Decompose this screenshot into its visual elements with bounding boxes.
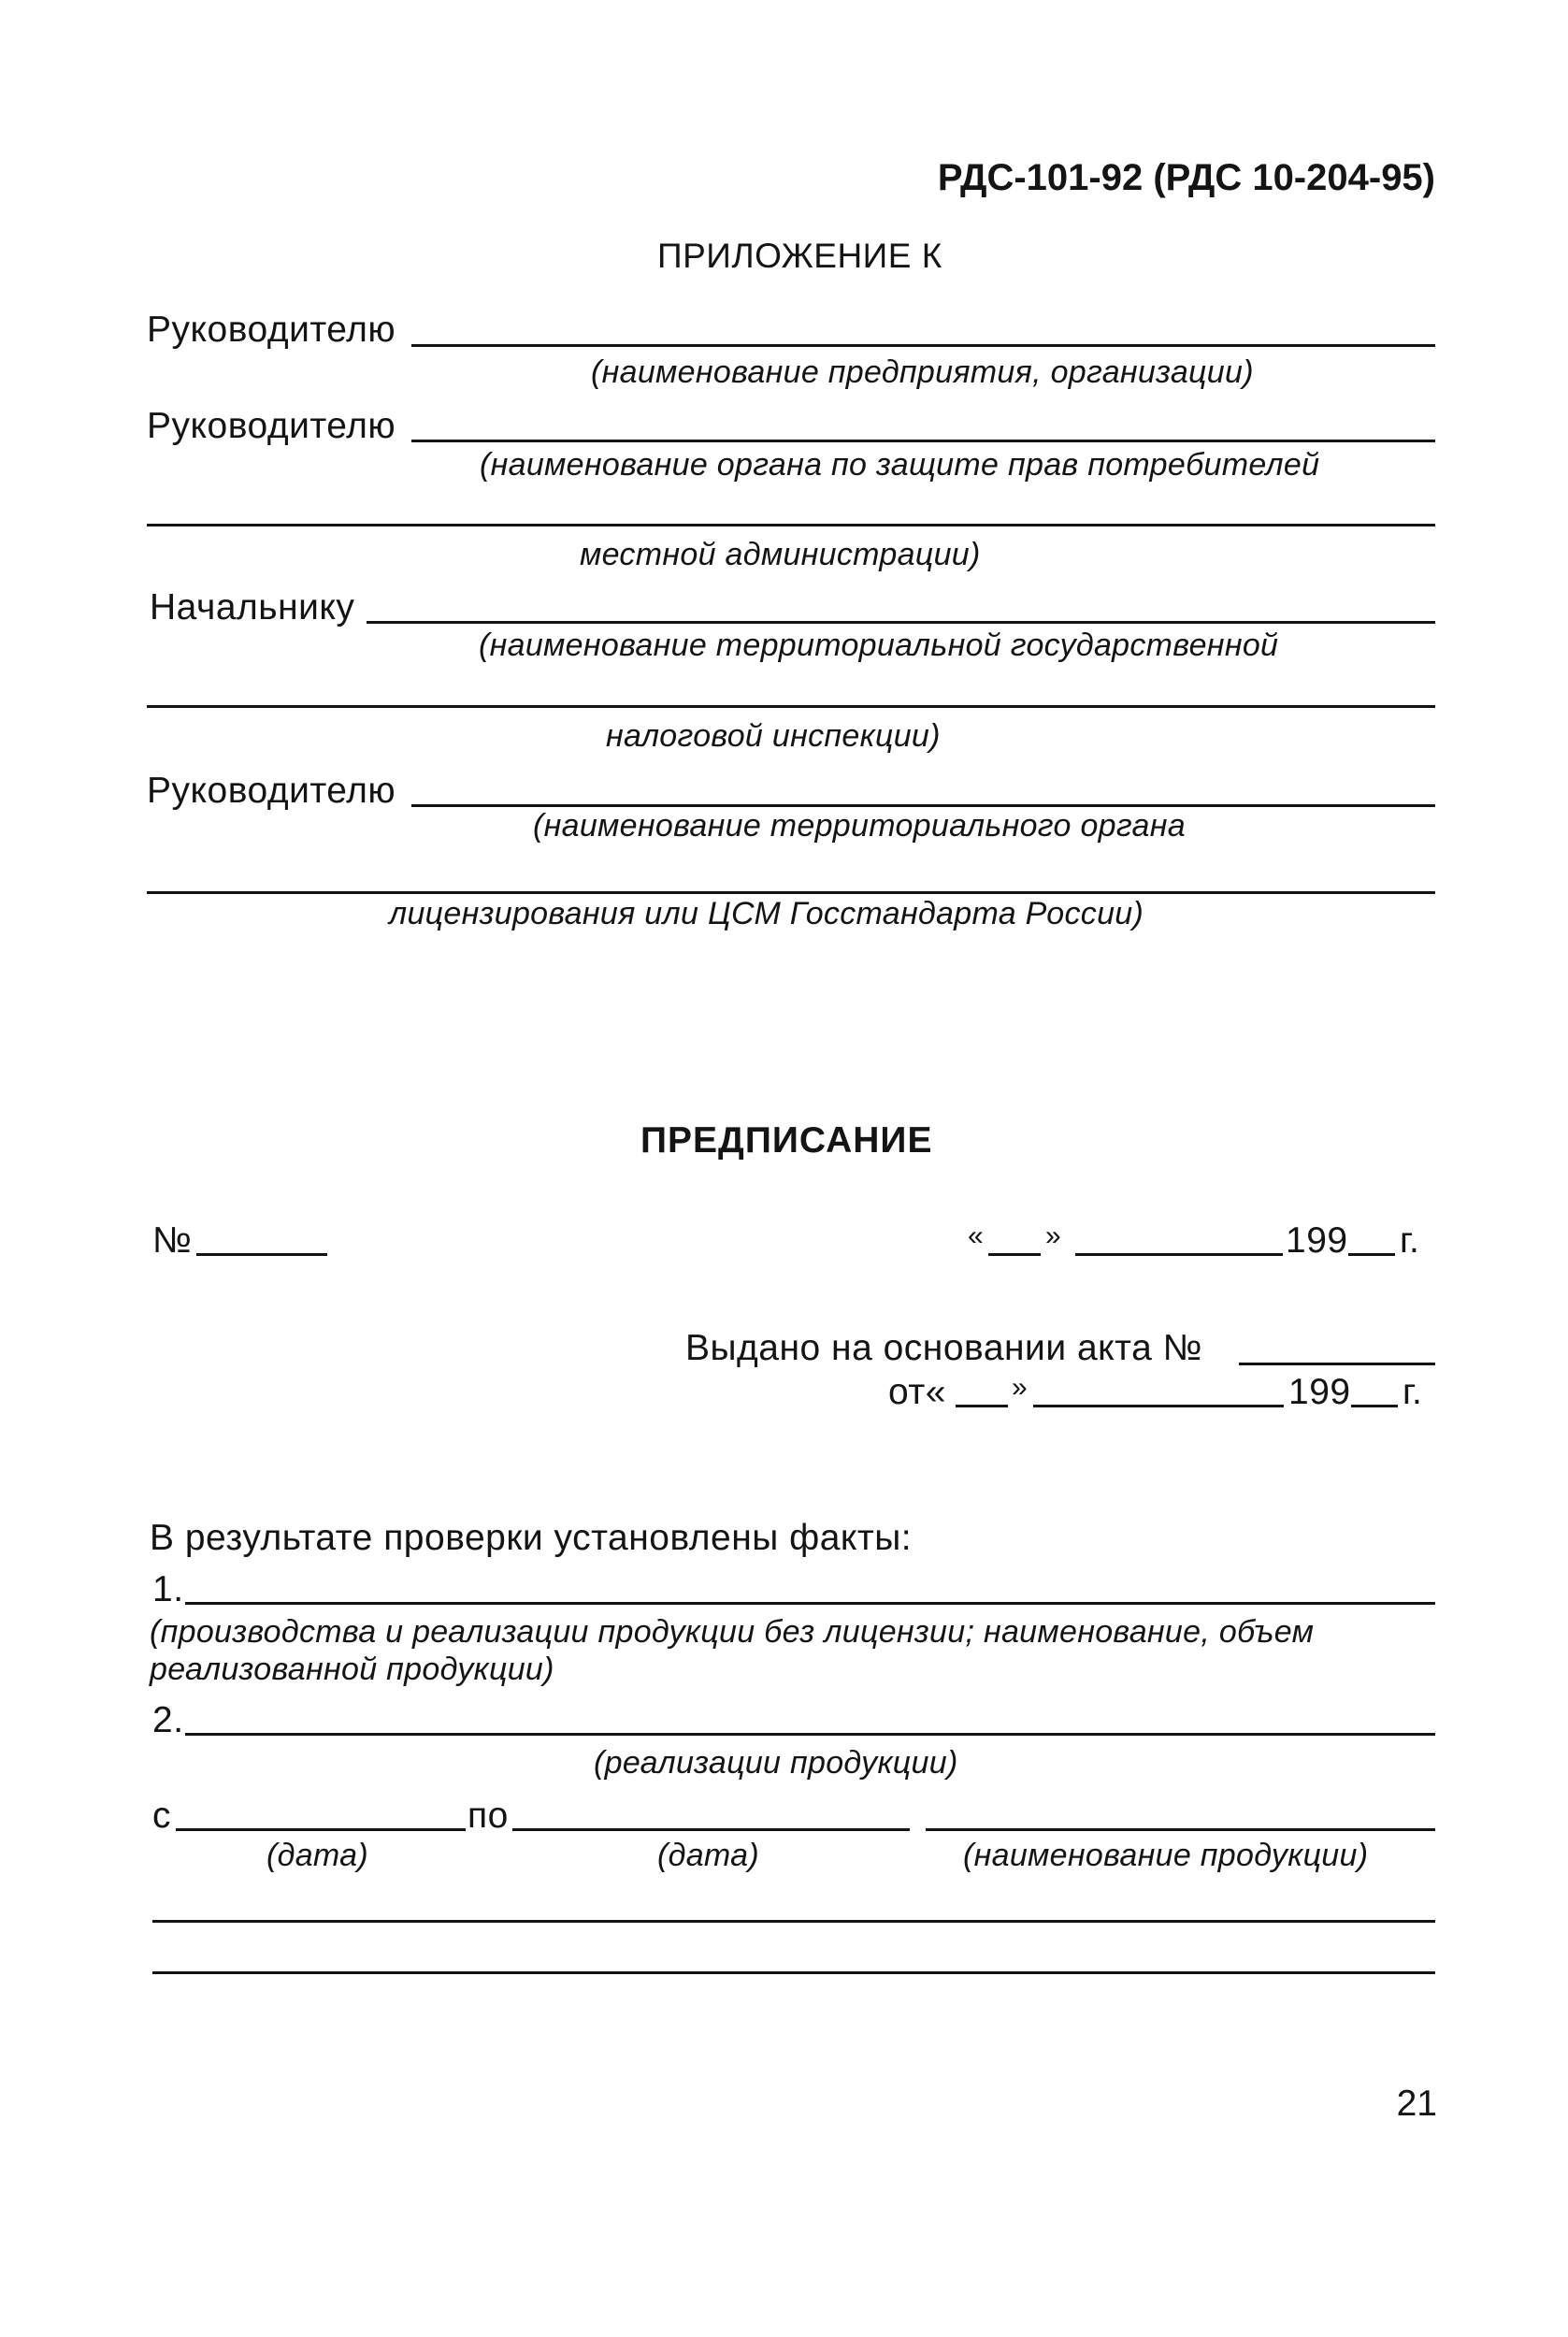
period-from-date-hint: (дата) xyxy=(266,1838,368,1873)
addressee-2-hint-1: (наименование органа по защите прав потребителей xyxy=(480,447,1320,483)
addressee-2-field[interactable] xyxy=(411,440,1435,442)
period-to-date-hint: (дата) xyxy=(657,1838,759,1873)
basis-month-field[interactable] xyxy=(1033,1405,1284,1407)
basis-act-number-field[interactable] xyxy=(1239,1363,1435,1365)
fact-1-number: 1. xyxy=(152,1569,184,1609)
basis-act-label: Выдано на основании акта № xyxy=(685,1328,1202,1368)
facts-intro: В результате проверки установлены факты: xyxy=(150,1518,913,1558)
addressee-4-hint-1: (наименование территориального органа xyxy=(533,808,1186,844)
order-month-field[interactable] xyxy=(1075,1253,1283,1256)
period-to-label: по xyxy=(468,1796,509,1836)
addressee-2-hint-2: местной администрации) xyxy=(580,537,981,572)
basis-year-field[interactable] xyxy=(1351,1405,1398,1407)
order-year-prefix: 199 xyxy=(1286,1220,1348,1261)
order-date-open-quote: « xyxy=(968,1220,985,1251)
extra-line-1[interactable] xyxy=(152,1920,1435,1923)
addressee-1-hint: (наименование предприятия, организации) xyxy=(591,354,1254,390)
fact-2-number: 2. xyxy=(152,1700,184,1740)
order-number-field[interactable] xyxy=(196,1253,327,1256)
basis-year-prefix: 199 xyxy=(1288,1372,1351,1412)
extra-line-2[interactable] xyxy=(152,1971,1435,1974)
basis-year-suffix: г. xyxy=(1403,1372,1423,1412)
product-name-field[interactable] xyxy=(926,1828,1435,1831)
fact-2-hint: (реализации продукции) xyxy=(594,1745,958,1781)
basis-from-label: от« xyxy=(888,1372,946,1412)
order-year-suffix: г. xyxy=(1400,1220,1420,1261)
fact-1-hint-1: (производства и реализации продукции без лицензии; наименование, объем xyxy=(150,1614,1315,1650)
period-from-label: с xyxy=(152,1796,171,1836)
period-to-date-field[interactable] xyxy=(512,1828,910,1831)
addressee-4-hint-2: лицензирования или ЦСМ Госстандарта России) xyxy=(389,896,1144,931)
basis-date-close-quote: » xyxy=(1012,1372,1029,1403)
addressee-2-label: Руководителю xyxy=(147,406,396,446)
fact-1-field[interactable] xyxy=(185,1602,1435,1605)
addressee-1-field[interactable] xyxy=(411,344,1435,347)
addressee-3-hint-1: (наименование территориальной государственной xyxy=(479,628,1279,663)
appendix-title: ПРИЛОЖЕНИЕ К xyxy=(657,237,942,275)
addressee-3-field[interactable] xyxy=(367,621,1435,624)
period-from-date-field[interactable] xyxy=(176,1828,466,1831)
fact-1-hint-2: реализованной продукции) xyxy=(150,1652,554,1687)
fact-2-field[interactable] xyxy=(185,1733,1435,1736)
addressee-3-label: Начальнику xyxy=(150,587,355,628)
addressee-4-label: Руководителю xyxy=(147,771,396,811)
order-title: ПРЕДПИСАНИЕ xyxy=(640,1120,933,1161)
page-number: 21 xyxy=(1396,2084,1437,2124)
addressee-1-label: Руководителю xyxy=(147,310,396,350)
order-number-label: № xyxy=(152,1220,193,1261)
product-name-hint: (наименование продукции) xyxy=(963,1838,1369,1873)
addressee-3-hint-2: налоговой инспекции) xyxy=(606,718,941,754)
order-date-close-quote: » xyxy=(1045,1220,1062,1251)
order-year-field[interactable] xyxy=(1348,1253,1395,1256)
order-day-field[interactable] xyxy=(988,1253,1041,1256)
addressee-3-field-2[interactable] xyxy=(147,705,1435,708)
basis-day-field[interactable] xyxy=(956,1405,1008,1407)
document-code: РДС-101-92 (РДС 10-204-95) xyxy=(937,157,1435,198)
addressee-4-field-2[interactable] xyxy=(147,891,1435,894)
addressee-2-field-2[interactable] xyxy=(147,524,1435,527)
addressee-4-field[interactable] xyxy=(411,804,1435,807)
